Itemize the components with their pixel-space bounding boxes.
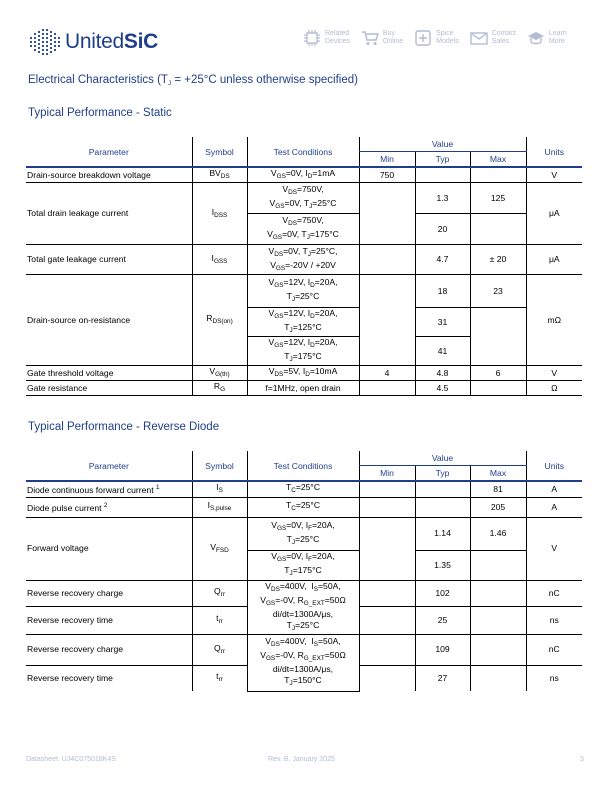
typ-cell: 1.3 (415, 183, 470, 214)
max-cell (470, 381, 526, 396)
param-cell: Diode continuous forward current $^1$ (26, 481, 192, 497)
param-cell: Reverse recovery time (26, 606, 192, 634)
unitedsic-logo (28, 26, 158, 58)
max-cell: 205 (470, 497, 526, 517)
max-cell (470, 167, 526, 183)
static-section-title: Typical Performance - Static (28, 107, 172, 119)
header-test-conditions: Test Conditions (247, 137, 359, 167)
symbol-cell: $I_{GSS}$ (192, 245, 247, 275)
max-cell (470, 308, 526, 366)
condition-cell: $T_C=25^\circ C$ (247, 497, 359, 517)
max-cell: 81 (470, 481, 526, 497)
param-cell: Total drain leakage current (26, 183, 192, 245)
table-row (26, 167, 582, 183)
footer-revision: Rev. B, January 2025 (268, 756, 335, 763)
max-cell (470, 634, 526, 665)
param-cell: Forward voltage (26, 517, 192, 580)
logo-text: UnitedSiC (65, 30, 159, 53)
typ-cell: 109 (415, 634, 470, 665)
header-units: Units (526, 137, 582, 167)
nav-related-devices[interactable]: Related Devices (303, 29, 350, 47)
header-max: Max (470, 152, 526, 168)
logo-dots-icon (28, 27, 62, 57)
condition-cell: $V_{DS}=5V$, $I_D=10mA$ (247, 366, 359, 381)
typ-cell: 25 (415, 606, 470, 634)
condition-cell: $V_{GS}=12V$, $I_D=20A$, $T_J=125^\circ C$ (247, 308, 359, 337)
min-cell (359, 606, 415, 634)
unit-cell: ns (526, 606, 582, 634)
unit-cell: mΩ (526, 275, 582, 366)
unit-cell: nC (526, 634, 582, 665)
unit-cell: nC (526, 580, 582, 606)
nav-spice-models[interactable]: Spice Models (414, 29, 459, 47)
min-cell (359, 497, 415, 517)
table-row (26, 381, 582, 396)
typ-cell: 4.8 (415, 366, 470, 381)
typ-cell: 1.35 (415, 550, 470, 580)
unit-cell: A (526, 481, 582, 497)
header-min: Min (359, 152, 415, 168)
model-icon (414, 29, 432, 47)
max-cell (470, 665, 526, 691)
table-row (26, 481, 582, 497)
header-test-conditions: Test Conditions (247, 451, 359, 481)
typ-cell: 4.5 (415, 381, 470, 396)
condition-cell: $T_C=25^\circ C$ (247, 481, 359, 497)
top-nav (303, 29, 578, 47)
min-cell: 4 (359, 366, 415, 381)
table-row (26, 366, 582, 381)
table-row (26, 275, 582, 308)
header-symbol: Symbol (192, 137, 247, 167)
table-row (26, 245, 582, 275)
unit-cell: A (526, 497, 582, 517)
header-symbol: Symbol (192, 451, 247, 481)
typ-cell (415, 481, 470, 497)
diode-section-title: Typical Performance - Reverse Diode (28, 421, 220, 433)
header-typ: Typ (415, 152, 470, 168)
typ-cell: 20 (415, 214, 470, 245)
condition-cell: $V_{GS}=0V$, $I_D=1mA$ (247, 167, 359, 183)
param-cell: Diode pulse current $^2$ (26, 497, 192, 517)
nav-buy-online[interactable]: Buy Online (361, 29, 403, 47)
symbol-cell: $I_{S,pulse}$ (192, 497, 247, 517)
table-row (26, 497, 582, 517)
condition-cell: f=1MHz, open drain (247, 381, 359, 396)
param-cell: Reverse recovery time (27, 672, 113, 683)
unit-cell: V (526, 366, 582, 381)
min-cell (359, 275, 415, 366)
symbol-cell: $Q_{rr}$ (192, 634, 247, 665)
param-cell: Reverse recovery charge (26, 634, 192, 665)
symbol-cell: $BV_{DS}$ (192, 167, 247, 183)
typ-cell: 41 (415, 337, 470, 366)
mail-icon (470, 29, 488, 47)
min-cell (359, 580, 415, 606)
typ-cell: 102 (415, 580, 470, 606)
header-min: Min (359, 466, 415, 482)
graduation-cap-icon (527, 29, 545, 47)
header-value: Value (359, 451, 526, 466)
symbol-cell: $Q_{rr}$ (192, 580, 247, 606)
symbol-cell: $R_{DS(on)}$ (192, 275, 247, 366)
electrical-characteristics-heading: Electrical Characteristics ($T_J = +25^\circ C$ unless otherwise specified) (28, 74, 358, 87)
min-cell (359, 517, 415, 580)
unit-cell: Ω (526, 381, 582, 396)
min-cell: 750 (359, 167, 415, 183)
condition-cell: $V_{DS}=750V$, $V_{GS}=0V$, $T_J=175^\circ C$ (247, 214, 359, 245)
condition-cell: $V_{GS}=12V$, $I_D=20A$, $T_J=25^\circ C$ (247, 275, 359, 308)
chip-icon (303, 29, 321, 47)
min-cell (359, 481, 415, 497)
min-cell (359, 183, 415, 245)
max-cell: 125 (470, 183, 526, 214)
cart-icon (361, 29, 379, 47)
table-row (26, 517, 582, 550)
max-cell: 1.46 (470, 517, 526, 550)
header-value: Value (359, 137, 526, 152)
header-parameter: Parameter (26, 137, 192, 167)
condition-cell: $V_{GS}=12V$, $I_D=20A$, $T_J=175^\circ C$ (247, 337, 359, 366)
symbol-cell: $V_{FSD}$ (192, 517, 247, 580)
diode-table (26, 451, 582, 692)
typ-cell: 1.14 (415, 517, 470, 550)
typ-cell: 27 (415, 665, 470, 691)
typ-cell: 4.7 (415, 245, 470, 275)
min-cell (359, 665, 415, 691)
symbol-cell: $t_{rr}$ (192, 665, 247, 691)
unit-cell: V (526, 167, 582, 183)
symbol-cell: $t_{rr}$ (192, 606, 247, 634)
min-cell (359, 245, 415, 275)
condition-cell: $V_{DS}=0V$, $T_J=25^\circ C$, $V_{GS}=-20V / +20V$ (247, 245, 359, 275)
typ-cell (415, 167, 470, 183)
header-parameter: Parameter (26, 451, 192, 481)
min-cell (359, 634, 415, 665)
condition-cell: $V_{GS}=0V$, $I_F=20A$, $T_J=175^\circ C$ (247, 550, 359, 580)
param-cell: Reverse recovery charge (26, 580, 192, 606)
param-cell: Gate resistance (26, 381, 192, 396)
min-cell (359, 381, 415, 396)
max-cell (470, 580, 526, 606)
table-row (26, 634, 582, 665)
footer-page-number: 3 (580, 756, 584, 763)
symbol-cell: $V_{G(th)}$ (192, 366, 247, 381)
param-cell: Drain-source on-resistance (26, 275, 192, 366)
max-cell (470, 550, 526, 580)
condition-cell: $V_{DS}=750V$, $V_{GS}=0V$, $T_J=25^\circ C$ (247, 183, 359, 214)
condition-cell: $V_{GS}=0V$, $I_F=20A$, $T_J=25^\circ C$ (247, 517, 359, 550)
header-typ: Typ (415, 466, 470, 482)
typ-cell: 31 (415, 308, 470, 337)
max-cell (470, 606, 526, 634)
condition-cell: $V_{DS}=400V$, $I_S=50A$, $V_{GS}=-0V$, $R_{G\_EXT}=50\Omega$ di/dt=1300A/μs, $T_J=150^\circ C$ (247, 634, 359, 691)
nav-learn-more[interactable]: Learn More (527, 29, 567, 47)
static-table (26, 137, 582, 396)
param-cell: Gate threshold voltage (26, 366, 192, 381)
condition-cell: $V_{DS}=400V$, $I_S=50A$, $V_{GS}=-0V$, $R_{G\_EXT}=50\Omega$ di/dt=1300A/μs, $T_J=25^\circ C$ (247, 580, 359, 634)
unit-cell: μA (526, 183, 582, 245)
footer-datasheet: Datasheet: UJ4C075018K4S (26, 756, 116, 763)
symbol-cell: $I_{DSS}$ (192, 183, 247, 245)
param-cell: Total gate leakage current (26, 245, 192, 275)
table-row (26, 183, 582, 214)
param-cell: Drain-source breakdown voltage (26, 167, 192, 183)
typ-cell: 18 (415, 275, 470, 308)
header-max: Max (470, 466, 526, 482)
max-cell: ± 20 (470, 245, 526, 275)
symbol-cell: $I_S$ (192, 481, 247, 497)
table-row (26, 580, 582, 606)
max-cell (470, 214, 526, 245)
nav-contact-sales[interactable]: Contact Sales (470, 29, 516, 47)
unit-cell: V (526, 517, 582, 580)
max-cell: 23 (470, 275, 526, 308)
typ-cell (415, 497, 470, 517)
max-cell: 6 (470, 366, 526, 381)
symbol-cell: $R_G$ (192, 381, 247, 396)
unit-cell: ns (526, 665, 582, 691)
header-units: Units (526, 451, 582, 481)
unit-cell: μA (526, 245, 582, 275)
